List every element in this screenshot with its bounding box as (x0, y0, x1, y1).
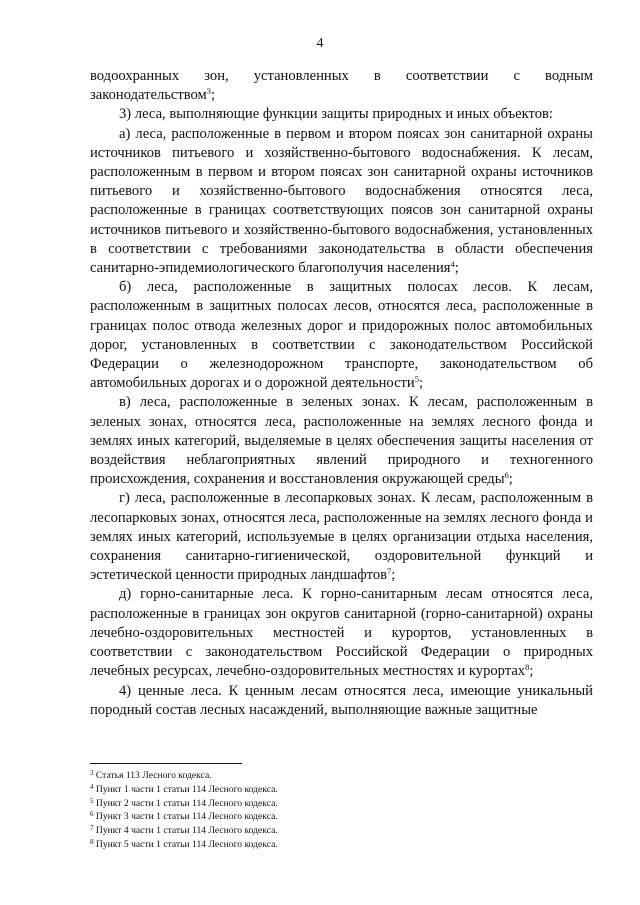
document-body (90, 67, 593, 720)
footnote-number: 6 (90, 810, 94, 819)
paragraph-text: г) леса, расположенные в лесопарковых зонах. К лесам, расположенным в лесопарковых зонах, относятся леса, расположенные на землях лесного фонда и землях иных категорий, используемые в целях организации отдыха населения, сохранения санитарно-гигиенической, оздоровительной функций и эстетической ценности природных ландшафтов (90, 490, 593, 584)
footnote (90, 810, 278, 824)
paragraph (90, 682, 593, 720)
footnote (90, 797, 278, 811)
footnote (90, 824, 278, 838)
paragraph (90, 393, 593, 489)
paragraph-text: б) леса, расположенные в защитных полосах лесов. К лесам, расположенным в защитных полосах лесов, относятся леса, расположенные в границах полос отвода железных дорог и придорожных полос автомобильных дорог, установленных в соответствии с законодательством Российской Федерации о железнодорожном транспорте, законодательством об автомобильных дорогах и о дорожной деятельности (90, 279, 593, 392)
footnote-reference: 3 (206, 86, 212, 97)
paragraph-text: ; (508, 471, 513, 488)
footnote-separator (90, 763, 242, 764)
footnote-number: 3 (90, 769, 94, 777)
footnote-reference: 8 (525, 662, 530, 673)
paragraph-text: а) леса, расположенные в первом и втором поясах зон санитарной охраны источников питьевого и хозяйственно-бытового водоснабжения. К лесам, расположенным в первом и втором поясах зон санитарной охраны источников питьевого и хозяйственно-бытового водоснабжения относятся леса, расположенные в границах соответствующих поясов зон санитарной охраны источников питьевого и хозяйственно-бытового водоснабжения, установленных в соответствии с требованиями законодательства в области обеспечения санитарно-эпидемиологического благополучия населения (90, 125, 593, 277)
footnote-number: 8 (90, 837, 94, 846)
footnote-reference: 5 (414, 374, 419, 385)
paragraph-text: ; (211, 87, 216, 104)
paragraph-text: ; (391, 567, 396, 584)
paragraph-text: ; (454, 260, 459, 277)
footnote-text: Статья 113 Лесного кодекса. (93, 770, 212, 781)
paragraph-text: 3) леса, выполняющие функции защиты природных и иных объектов: (119, 106, 553, 123)
paragraph (90, 489, 593, 585)
footnote-text: Пункт 3 части 1 статьи 114 Лесного кодекса. (93, 811, 278, 823)
footnote-text: Пункт 5 части 1 статьи 114 Лесного кодекса. (93, 838, 278, 850)
paragraph-text: ; (419, 375, 424, 392)
paragraph (90, 67, 593, 105)
footnote-number: 7 (90, 824, 94, 833)
footnote-text: Пункт 4 части 1 статьи 114 Лесного кодекса. (93, 825, 278, 837)
paragraph (90, 278, 593, 393)
footnote-text: Пункт 2 части 1 статьи 114 Лесного кодекса. (93, 797, 278, 809)
footnote-reference: 4 (450, 259, 455, 270)
paragraph (90, 585, 593, 681)
footnotes (90, 769, 278, 852)
footnote (90, 783, 278, 797)
footnote-text: Пункт 1 части 1 статьи 114 Лесного кодекса. (93, 783, 278, 795)
footnote (90, 769, 278, 783)
paragraph-text: ; (529, 663, 534, 680)
footnote-number: 5 (90, 796, 94, 805)
page-number: 4 (316, 36, 324, 51)
paragraph-text: д) горно-санитарные леса. К горно-санитарным лесам относятся леса, расположенные в границах зон округов санитарной (горно-санитарной) охраны лечебно-оздоровительных местностей и курортов, установленных в соответствии с законодательством Российской Федерации о природных лечебных ресурсах, лечебно-оздоровительных местностях и курортах (90, 586, 593, 680)
paragraph (90, 105, 593, 124)
paragraph-text: в) леса, расположенные в зеленых зонах. К лесам, расположенным в зеленых зонах, относятся леса, расположенные на землях лесного фонда и землях иных категорий, выделяемые в целях обеспечения защиты населения от воздействия неблагоприятных явлений природного и техногенного происхождения, сохранения и восстановления окружающей среды (90, 394, 593, 488)
paragraph-text: водоохранных зон, установленных в соответствии с водным законодательством (90, 68, 593, 104)
footnote-number: 4 (90, 782, 94, 791)
footnote-reference: 6 (504, 470, 509, 481)
paragraph (90, 125, 593, 279)
footnote-reference: 7 (387, 566, 392, 577)
footnote (90, 838, 278, 852)
paragraph-text: 4) ценные леса. К ценным лесам относятся леса, имеющие уникальный породный состав лесных насаждений, выполняющие важные защитные (90, 682, 593, 718)
